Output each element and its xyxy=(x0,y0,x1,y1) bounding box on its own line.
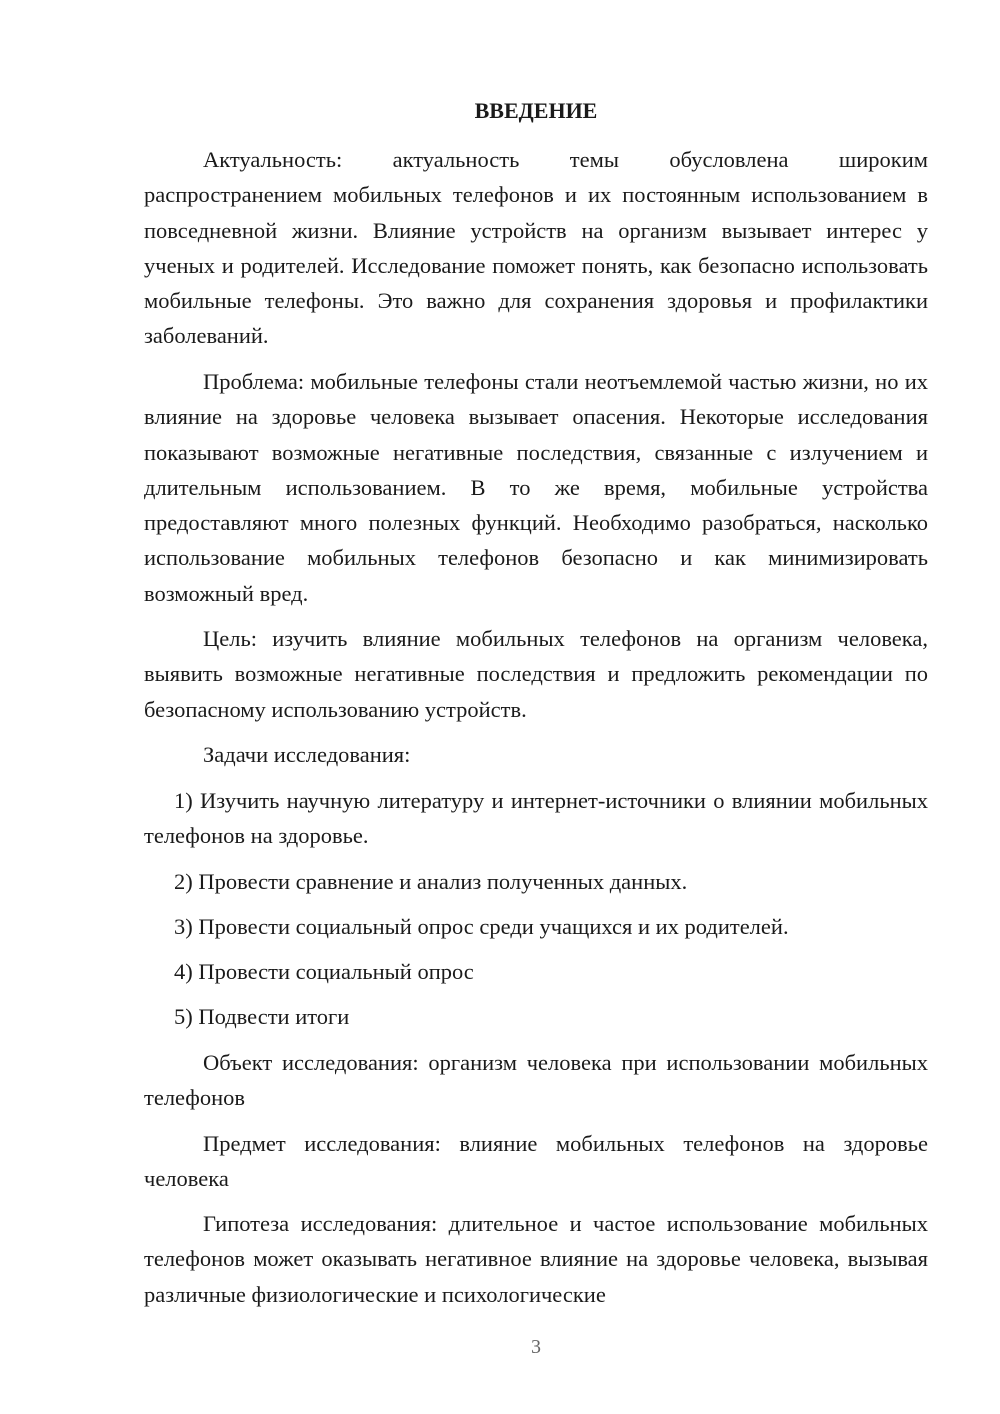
document-title: ВВЕДЕНИЕ xyxy=(474,98,598,123)
tasks-heading: Задачи исследования: xyxy=(203,742,411,767)
paragraph-hypothesis: Гипотеза исследования: длительное и частое использование мобильных телефонов может оказывать негативное влияние на здоровье человека, вызывая различные физиологические и психологические xyxy=(144,1211,928,1307)
task-item-3: 3) Провести социальный опрос среди учащихся и их родителей. xyxy=(174,914,789,939)
task-item-2: 2) Провести сравнение и анализ полученных данных. xyxy=(174,869,688,894)
task-item-5: 5) Подвести итоги xyxy=(174,1004,350,1029)
paragraph-problem: Проблема: мобильные телефоны стали неотъемлемой частью жизни, но их влияние на здоровье человека вызывает опасения. Некоторые исследования показывают возможные негативные последствия, связанные с излучением и длительным использованием. В то же время, мобильные устройства предоставляют много полезных функций. Необходимо разобраться, насколько использование мобильных телефонов безопасно и как минимизировать возможный вред. xyxy=(144,369,928,606)
page-number: 3 xyxy=(531,1336,541,1358)
task-item-1: 1) Изучить научную литературу и интернет-источники о влиянии мобильных телефонов на здоровье. xyxy=(144,788,928,849)
task-item-4: 4) Провести социальный опрос xyxy=(174,959,474,984)
paragraph-subject: Предмет исследования: влияние мобильных телефонов на здоровье человека xyxy=(144,1131,928,1192)
paragraph-goal: Цель: изучить влияние мобильных телефонов на организм человека, выявить возможные негативные последствия и предложить рекомендации по безопасному использованию устройств. xyxy=(144,626,928,722)
paragraph-relevance: Актуальность: актуальность темы обусловлена широким распространением мобильных телефонов и их постоянным использованием в повседневной жизни. Влияние устройств на организм вызывает интерес у ученых и родителей. Исследование поможет понять, как безопасно использовать мобильные телефоны. Это важно для сохранения здоровья и профилактики заболеваний. xyxy=(144,147,928,349)
paragraph-object: Объект исследования: организм человека при использовании мобильных телефонов xyxy=(144,1050,928,1111)
